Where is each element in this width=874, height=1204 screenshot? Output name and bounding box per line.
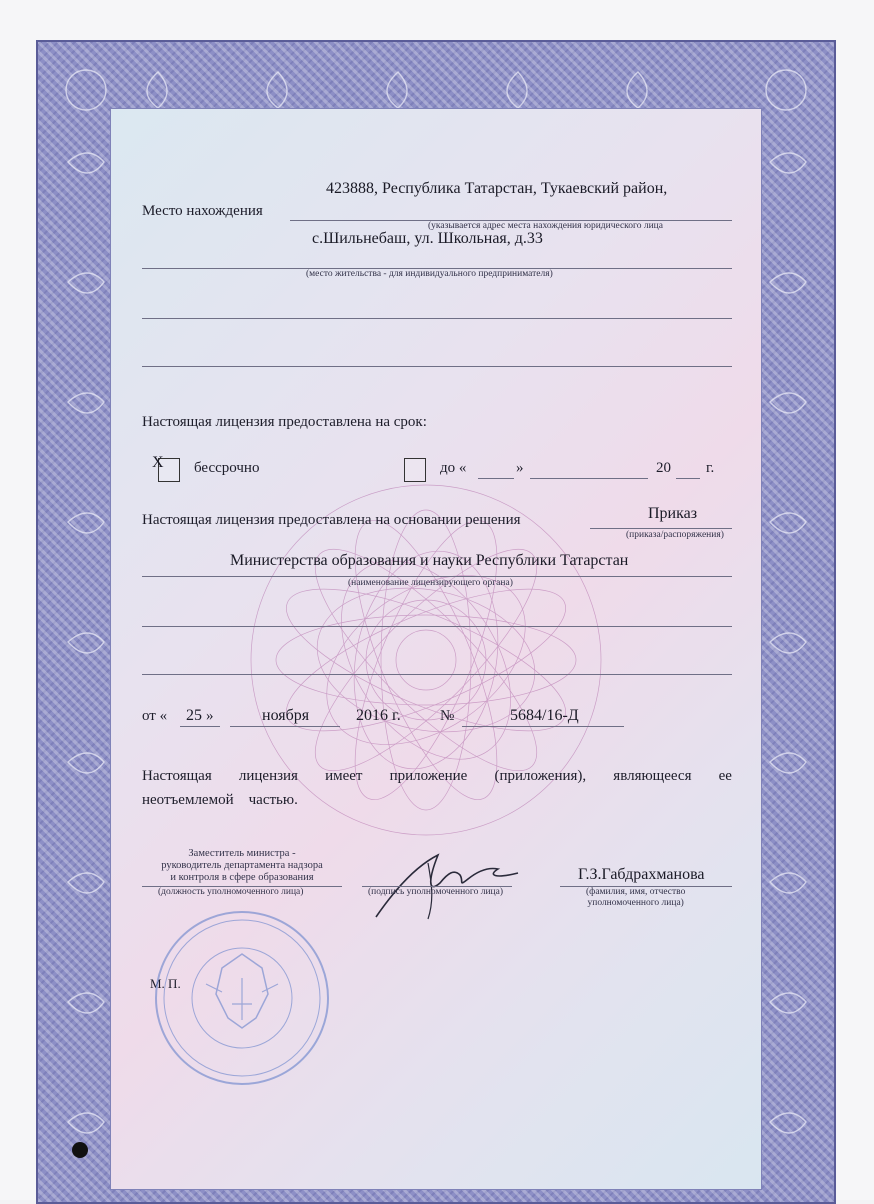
blank-rule-1 — [142, 318, 732, 319]
authority-hint: (наименование лицензирующего органа) — [348, 578, 513, 588]
handwritten-signature — [368, 845, 528, 925]
signatory-position — [142, 848, 342, 884]
decision-type-rule — [590, 528, 732, 529]
decision-day-close: » — [206, 708, 214, 724]
appendix-word: являющееся — [613, 768, 692, 784]
day-rule — [180, 726, 220, 727]
position-line-1: Заместитель министра - — [188, 848, 296, 859]
name-hint-line-2: уполномоченного лица) — [587, 898, 684, 908]
indefinite-label: бессрочно — [194, 460, 260, 476]
blank-rule-2 — [142, 366, 732, 367]
decision-day: 25 — [186, 707, 202, 724]
appendix-word: (приложения), — [494, 768, 587, 784]
signatory-name: Г.З.Габдрахманова — [578, 866, 705, 883]
basis-label: Настоящая лицензия предоставлена на основании решения — [142, 512, 521, 528]
position-hint: (должность уполномоченного лица) — [158, 887, 304, 897]
appendix-word: приложение — [389, 768, 468, 784]
date-from-label: от « — [142, 708, 168, 724]
name-hint-line-1: (фамилия, имя, отчество — [586, 887, 686, 897]
decision-month: ноября — [262, 707, 310, 724]
appendix-word: лицензия — [238, 768, 298, 784]
month-rule — [230, 726, 340, 727]
term-label: Настоящая лицензия предоставлена на срок: — [142, 414, 427, 430]
appendix-line-2: неотъемлемой частью. — [142, 792, 298, 808]
location-label: Место нахождения — [142, 203, 263, 219]
decision-type-hint: (приказа/распоряжения) — [626, 530, 724, 540]
until-month-rule — [530, 478, 648, 479]
until-quote-close: » — [516, 460, 524, 476]
appendix-word: Настоящая — [142, 768, 212, 784]
position-line-3: и контроля в сфере образования — [170, 872, 314, 883]
address-hint-individual: (место жительства - для индивидуального предпринимателя) — [306, 269, 553, 279]
official-seal-stamp — [152, 908, 332, 1088]
licensing-authority: Министерства образования и науки Республики Татарстан — [230, 552, 629, 569]
seal-place-label: М. П. — [150, 976, 181, 991]
until-year-suffix: г. — [706, 460, 715, 476]
decision-type: Приказ — [648, 505, 698, 522]
address-hint-legal: (указывается адрес места нахождения юридического лица — [428, 221, 663, 231]
name-hint — [586, 887, 685, 909]
appendix-line-1 — [142, 768, 732, 785]
decision-number: 5684/16-Д — [510, 707, 579, 724]
position-line-2: руководитель департамента надзора — [161, 860, 323, 871]
punch-hole-mark — [72, 1142, 88, 1158]
indefinite-check-mark: Х — [152, 454, 164, 471]
number-sign: № — [440, 708, 455, 724]
until-year-rule — [676, 478, 700, 479]
until-date-checkbox — [404, 458, 426, 482]
decision-year: 2016 г. — [356, 707, 401, 724]
until-label: до « — [440, 460, 467, 476]
address-line-2: с.Шильнебаш, ул. Школьная, д.33 — [312, 230, 543, 247]
blank-rule-3 — [142, 626, 732, 627]
until-day-rule — [478, 478, 514, 479]
authority-rule — [142, 576, 732, 577]
until-year-prefix: 20 — [656, 460, 671, 476]
blank-rule-4 — [142, 674, 732, 675]
number-rule — [462, 726, 624, 727]
appendix-word: имеет — [325, 768, 363, 784]
signature-hint: (подпись уполномоченного лица) — [368, 887, 504, 897]
appendix-word: ее — [718, 768, 732, 784]
address-line-1: 423888, Республика Татарстан, Тукаевский район, — [326, 180, 668, 197]
